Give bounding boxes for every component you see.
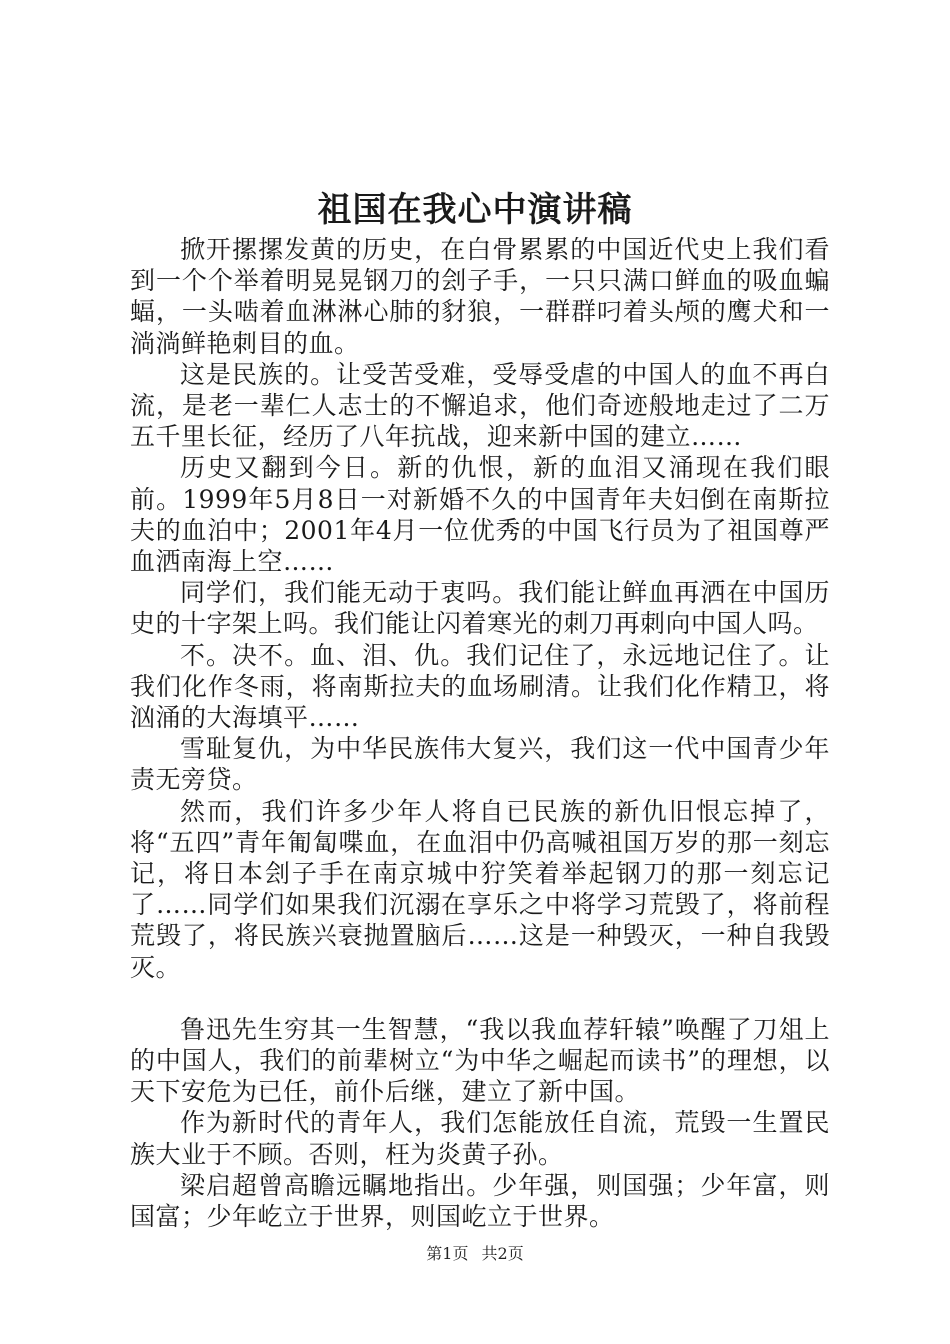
paragraph-10: 梁启超曾高瞻远瞩地指出。少年强，则国强；少年富，则国富；少年屹立于世界，则国屹立于世界。 <box>130 1170 830 1232</box>
paragraph-6: 雪耻复仇，为中华民族伟大复兴，我们这一代中国青少年责无旁贷。 <box>130 734 830 795</box>
paragraph-4: 同学们，我们能无动于衷吗。我们能让鲜血再洒在中国历史的十字架上吗。我们能让闪着寒光的刺刀再刺向中国人吗。 <box>130 578 830 639</box>
paragraph-5: 不。决不。血、泪、仇。我们记住了，永远地记住了。让我们化作冬雨，将南斯拉夫的血场刷清。让我们化作精卫，将汹涌的大海填平…… <box>130 640 830 733</box>
page-footer <box>0 1244 950 1264</box>
page-number: 第1页 <box>426 1244 469 1263</box>
document-body <box>130 234 830 1232</box>
paragraph-8: 鲁迅先生穷其一生智慧，“我以我血荐轩辕”唤醒了刀俎上的中国人，我们的前辈树立“为中华之崛起而读书”的理想，以天下安危为已任，前仆后继，建立了新中国。 <box>130 1014 830 1107</box>
paragraph-2: 这是民族的。让受苦受难，受辱受虐的中国人的血不再白流，是老一辈仁人志士的不懈追求，他们奇迹般地走过了二万五千里长征，经历了八年抗战，迎来新中国的建立…… <box>130 359 830 452</box>
paragraph-1: 掀开摞摞发黄的历史，在白骨累累的中国近代史上我们看到一个个举着明晃晃钢刀的刽子手，一只只满口鲜血的吸血蝙蝠，一头啮着血淋淋心肺的豺狼，一群群叼着头颅的鹰犬和一淌淌鲜艳刺目的血。 <box>130 235 830 358</box>
paragraph-7: 然而，我们许多少年人将自已民族的新仇旧恨忘掉了，将“五四”青年匍匐喋血，在血泪中仍高喊祖国万岁的那一刻忘记，将日本刽子手在南京城中狞笑着举起钢刀的那一刻忘记了……同学们如果我们沉溺在享乐之中将学习荒毁了，将前程荒毁了，将民族兴衰抛置脑后……这是一种毁灭，一种自我毁灭。 <box>130 796 830 982</box>
document-title: 祖国在我心中演讲稿 <box>317 190 633 230</box>
paragraph-3: 历史又翻到今日。新的仇恨，新的血泪又涌现在我们眼前。1999年5月8日一对新婚不久的中国青年夫妇倒在南斯拉夫的血泊中；2001年4月一位优秀的中国飞行员为了祖国尊严血洒南海上空…… <box>130 453 830 577</box>
paragraph-9: 作为新时代的青年人，我们怎能放任自流，荒毁一生置民族大业于不顾。否则，枉为炎黄子孙。 <box>130 1108 830 1169</box>
page-total: 共2页 <box>481 1244 524 1263</box>
